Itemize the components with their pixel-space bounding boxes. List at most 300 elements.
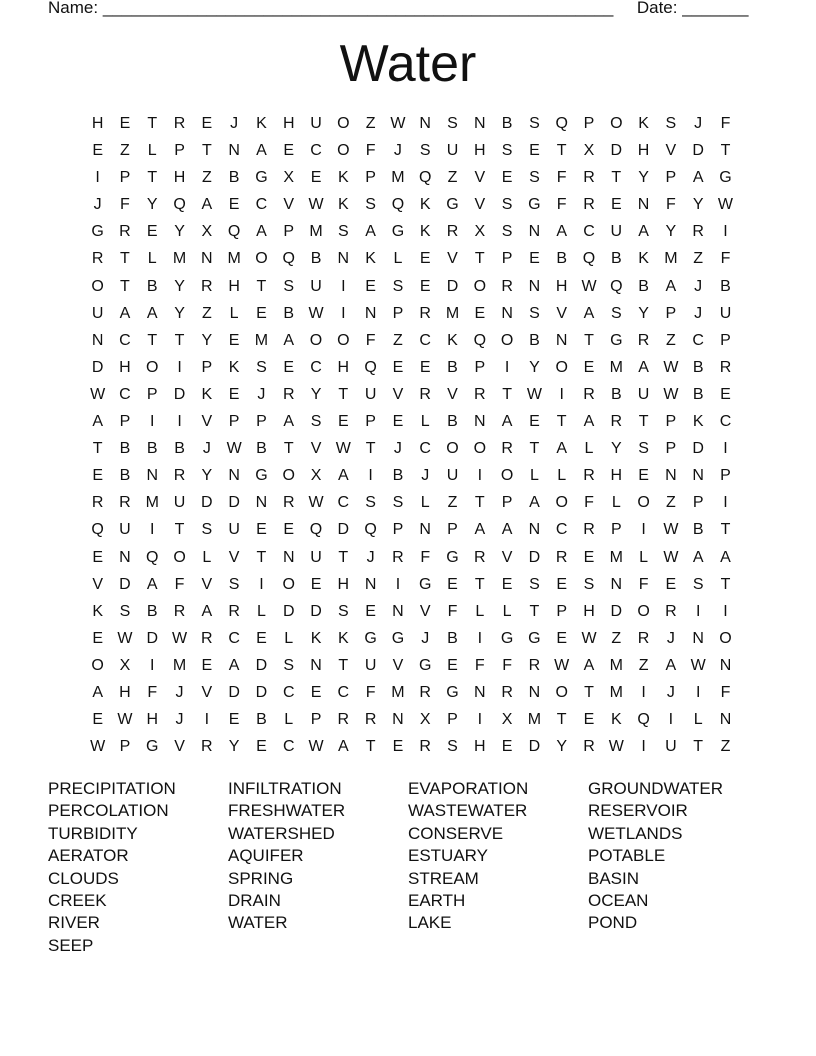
grid-letter[interactable]: Y (228, 738, 240, 756)
grid-letter[interactable]: S (419, 142, 431, 160)
grid-letter[interactable]: Q (473, 331, 487, 349)
grid-letter[interactable]: M (391, 169, 405, 187)
grid-letter[interactable]: I (177, 358, 182, 376)
grid-letter[interactable]: U (173, 494, 186, 512)
grid-letter[interactable]: A (638, 358, 649, 376)
grid-letter[interactable]: I (695, 602, 701, 620)
grid-letter[interactable]: V (228, 548, 240, 566)
grid-letter[interactable]: F (174, 575, 185, 593)
grid-letter[interactable]: R (583, 385, 595, 403)
grid-letter[interactable]: A (256, 142, 267, 160)
grid-letter[interactable]: A (720, 548, 731, 566)
grid-letter[interactable]: S (529, 115, 540, 132)
grid-letter[interactable]: T (365, 440, 376, 458)
grid-letter[interactable]: D (337, 521, 350, 539)
grid-letter[interactable]: Y (638, 304, 649, 322)
grid-letter[interactable]: P (256, 413, 267, 431)
grid-letter[interactable]: K (447, 331, 458, 349)
grid-letter[interactable]: E (310, 683, 322, 701)
grid-letter[interactable]: Z (611, 629, 622, 647)
grid-letter[interactable]: H (337, 575, 350, 593)
grid-letter[interactable]: V (665, 142, 677, 160)
grid-letter[interactable]: A (556, 440, 568, 458)
grid-letter[interactable]: Z (447, 494, 458, 512)
grid-letter[interactable]: R (419, 738, 431, 756)
grid-letter[interactable]: Q (418, 169, 432, 187)
grid-letter[interactable]: N (692, 629, 704, 647)
grid-letter[interactable]: Q (637, 711, 650, 729)
grid-letter[interactable]: L (502, 602, 512, 620)
grid-letter[interactable]: P (474, 358, 486, 376)
grid-letter[interactable]: N (719, 656, 732, 674)
grid-letter[interactable]: P (119, 413, 131, 431)
grid-letter[interactable]: E (201, 115, 213, 132)
grid-letter[interactable]: E (283, 142, 295, 160)
grid-letter[interactable]: B (283, 304, 295, 322)
grid-letter[interactable]: S (201, 521, 213, 539)
grid-letter[interactable]: N (501, 304, 513, 322)
grid-letter[interactable]: B (146, 277, 158, 295)
grid-letter[interactable]: J (694, 277, 703, 295)
grid-letter[interactable]: W (663, 385, 679, 403)
grid-letter[interactable]: T (556, 413, 567, 431)
grid-letter[interactable]: H (337, 358, 350, 376)
grid-letter[interactable]: P (501, 250, 513, 268)
grid-letter[interactable]: E (610, 196, 622, 214)
grid-letter[interactable]: T (474, 250, 485, 268)
grid-letter[interactable]: N (419, 115, 431, 132)
grid-letter[interactable]: U (310, 115, 322, 132)
grid-letter[interactable]: R (91, 494, 104, 512)
grid-letter[interactable]: F (584, 494, 594, 512)
grid-letter[interactable]: P (692, 494, 704, 512)
grid-letter[interactable]: A (583, 413, 595, 431)
grid-letter[interactable]: I (559, 385, 564, 403)
grid-letter[interactable]: O (337, 331, 350, 349)
grid-letter[interactable]: Y (174, 223, 185, 241)
grid-letter[interactable]: T (174, 331, 185, 349)
grid-letter[interactable]: S (310, 413, 322, 431)
grid-letter[interactable]: G (418, 656, 432, 674)
grid-letter[interactable]: E (256, 304, 267, 322)
grid-letter[interactable]: U (228, 521, 240, 539)
grid-letter[interactable]: Z (447, 169, 458, 187)
grid-letter[interactable]: K (256, 115, 267, 132)
grid-letter[interactable]: P (119, 169, 131, 187)
grid-letter[interactable]: T (529, 440, 540, 458)
grid-letter[interactable]: N (528, 223, 541, 241)
grid-letter[interactable]: V (310, 440, 322, 458)
grid-letter[interactable]: N (228, 467, 240, 485)
grid-letter[interactable]: C (419, 440, 431, 458)
grid-letter[interactable]: D (528, 738, 541, 756)
grid-letter[interactable]: T (502, 385, 512, 403)
grid-letter[interactable]: D (692, 142, 704, 160)
grid-letter[interactable]: O (637, 494, 650, 512)
grid-letter[interactable]: T (201, 142, 212, 160)
grid-letter[interactable]: Z (720, 738, 731, 756)
grid-letter[interactable]: B (310, 250, 322, 268)
grid-letter[interactable]: R (528, 656, 541, 674)
grid-letter[interactable]: G (446, 548, 459, 566)
grid-letter[interactable]: S (529, 575, 540, 593)
grid-letter[interactable]: T (147, 169, 158, 187)
grid-letter[interactable]: U (364, 385, 377, 403)
grid-letter[interactable]: R (665, 602, 677, 620)
grid-letter[interactable]: L (202, 548, 212, 566)
grid-letter[interactable]: R (692, 223, 704, 241)
grid-letter[interactable]: C (255, 196, 268, 214)
grid-letter[interactable]: P (146, 385, 158, 403)
grid-letter[interactable]: Q (364, 358, 377, 376)
grid-letter[interactable]: F (447, 602, 458, 620)
grid-letter[interactable]: R (501, 440, 513, 458)
grid-letter[interactable]: O (446, 440, 459, 458)
grid-letter[interactable]: S (337, 602, 349, 620)
grid-letter[interactable]: O (555, 683, 568, 701)
grid-letter[interactable]: O (473, 277, 487, 295)
word-search-grid[interactable] (84, 110, 739, 760)
grid-letter[interactable]: P (665, 440, 677, 458)
grid-letter[interactable]: H (583, 602, 595, 620)
grid-letter[interactable]: Q (91, 521, 104, 539)
grid-letter[interactable]: K (419, 223, 431, 241)
grid-letter[interactable]: B (119, 440, 131, 458)
grid-letter[interactable]: J (175, 683, 184, 701)
grid-letter[interactable]: R (173, 115, 186, 132)
grid-letter[interactable]: L (256, 602, 266, 620)
grid-letter[interactable]: E (501, 169, 513, 187)
grid-letter[interactable]: N (419, 521, 431, 539)
grid-letter[interactable]: V (474, 169, 486, 187)
grid-letter[interactable]: J (366, 548, 375, 566)
grid-letter[interactable]: W (581, 629, 597, 647)
grid-letter[interactable]: G (364, 629, 377, 647)
grid-letter[interactable]: A (201, 196, 213, 214)
grid-letter[interactable]: T (147, 115, 158, 132)
grid-letter[interactable]: Q (227, 223, 241, 241)
grid-letter[interactable]: Z (120, 142, 130, 160)
grid-letter[interactable]: E (228, 385, 240, 403)
grid-letter[interactable]: R (173, 602, 186, 620)
grid-letter[interactable]: D (310, 602, 322, 620)
grid-letter[interactable]: Y (610, 440, 622, 458)
grid-letter[interactable]: T (720, 521, 731, 539)
grid-letter[interactable]: Y (556, 738, 568, 756)
grid-letter[interactable]: L (284, 629, 294, 647)
grid-letter[interactable]: T (120, 277, 130, 295)
grid-letter[interactable]: S (501, 142, 513, 160)
grid-letter[interactable]: P (310, 711, 322, 729)
grid-letter[interactable]: S (283, 277, 295, 295)
grid-letter[interactable]: Q (555, 115, 568, 132)
grid-letter[interactable]: Q (282, 250, 295, 268)
grid-letter[interactable]: W (717, 196, 734, 214)
grid-letter[interactable]: E (720, 385, 731, 403)
grid-letter[interactable]: P (583, 115, 595, 132)
grid-letter[interactable]: Y (692, 196, 704, 214)
grid-letter[interactable]: I (341, 277, 346, 295)
grid-letter[interactable]: R (228, 602, 240, 620)
grid-letter[interactable]: X (310, 467, 322, 485)
grid-letter[interactable]: F (474, 656, 485, 674)
grid-letter[interactable]: B (146, 602, 158, 620)
grid-letter[interactable]: K (638, 115, 649, 132)
grid-letter[interactable]: A (583, 656, 595, 674)
grid-letter[interactable]: Y (529, 358, 540, 376)
grid-letter[interactable]: B (529, 331, 540, 349)
grid-letter[interactable]: E (529, 250, 540, 268)
grid-letter[interactable]: R (173, 467, 186, 485)
grid-letter[interactable]: P (447, 521, 458, 539)
grid-letter[interactable]: D (119, 575, 131, 593)
grid-letter[interactable]: C (310, 358, 322, 376)
grid-letter[interactable]: O (555, 494, 568, 512)
grid-letter[interactable]: D (528, 548, 541, 566)
grid-letter[interactable]: W (171, 629, 188, 647)
grid-letter[interactable]: O (637, 602, 650, 620)
grid-letter[interactable]: I (177, 413, 182, 431)
grid-letter[interactable]: Q (364, 521, 377, 539)
grid-letter[interactable]: H (119, 358, 131, 376)
grid-letter[interactable]: P (501, 494, 513, 512)
grid-letter[interactable]: N (337, 250, 350, 268)
grid-letter[interactable]: E (419, 358, 431, 376)
grid-letter[interactable]: L (229, 304, 239, 322)
grid-letter[interactable]: T (474, 575, 485, 593)
grid-letter[interactable]: C (583, 223, 595, 241)
grid-letter[interactable]: A (337, 738, 349, 756)
grid-letter[interactable]: E (556, 575, 568, 593)
grid-letter[interactable]: S (610, 304, 622, 322)
grid-letter[interactable]: N (392, 602, 404, 620)
grid-letter[interactable]: J (666, 629, 675, 647)
grid-letter[interactable]: V (392, 656, 404, 674)
grid-letter[interactable]: P (365, 413, 376, 431)
grid-letter[interactable]: E (447, 656, 458, 674)
grid-letter[interactable]: R (392, 548, 404, 566)
grid-letter[interactable]: F (556, 169, 567, 187)
grid-letter[interactable]: N (665, 467, 677, 485)
grid-letter[interactable]: I (641, 683, 646, 701)
grid-letter[interactable]: O (282, 467, 295, 485)
grid-letter[interactable]: T (556, 142, 567, 160)
grid-letter[interactable]: W (308, 738, 324, 756)
grid-letter[interactable]: L (475, 602, 485, 620)
grid-letter[interactable]: M (145, 494, 159, 512)
grid-letter[interactable]: V (201, 575, 213, 593)
grid-letter[interactable]: T (147, 331, 158, 349)
grid-letter[interactable]: B (720, 277, 731, 295)
grid-letter[interactable]: G (91, 223, 104, 241)
grid-letter[interactable]: J (393, 440, 402, 458)
grid-letter[interactable]: P (556, 602, 568, 620)
grid-letter[interactable]: R (555, 548, 568, 566)
grid-letter[interactable]: N (119, 548, 131, 566)
grid-letter[interactable]: H (474, 142, 486, 160)
grid-letter[interactable]: W (554, 656, 570, 674)
grid-letter[interactable]: V (201, 683, 213, 701)
grid-letter[interactable]: N (474, 115, 486, 132)
grid-letter[interactable]: W (663, 358, 679, 376)
grid-letter[interactable]: V (556, 304, 568, 322)
grid-letter[interactable]: E (283, 521, 295, 539)
grid-letter[interactable]: O (282, 575, 295, 593)
grid-letter[interactable]: E (256, 521, 267, 539)
grid-letter[interactable]: L (420, 413, 430, 431)
grid-letter[interactable]: Y (174, 304, 185, 322)
name-blank[interactable]: ______________________________________________________ (102, 0, 614, 17)
grid-letter[interactable]: X (501, 711, 513, 729)
grid-letter[interactable]: U (446, 467, 459, 485)
grid-letter[interactable]: W (690, 656, 706, 674)
grid-letter[interactable]: G (528, 629, 541, 647)
grid-letter[interactable]: A (474, 521, 486, 539)
grid-letter[interactable]: P (447, 711, 458, 729)
grid-letter[interactable]: E (556, 629, 568, 647)
grid-letter[interactable]: I (477, 629, 483, 647)
grid-letter[interactable]: J (202, 440, 211, 458)
grid-letter[interactable]: N (255, 494, 268, 512)
grid-letter[interactable]: B (146, 440, 158, 458)
grid-letter[interactable]: R (201, 277, 213, 295)
grid-letter[interactable]: M (527, 711, 542, 729)
grid-letter[interactable]: O (146, 358, 159, 376)
grid-letter[interactable]: R (446, 223, 459, 241)
grid-letter[interactable]: F (502, 656, 512, 674)
grid-letter[interactable]: E (583, 548, 595, 566)
grid-letter[interactable]: I (641, 738, 646, 756)
grid-letter[interactable]: Q (582, 250, 596, 268)
grid-letter[interactable]: F (665, 196, 676, 214)
grid-letter[interactable]: R (583, 521, 595, 539)
grid-letter[interactable]: M (445, 304, 460, 322)
grid-letter[interactable]: O (255, 250, 268, 268)
grid-letter[interactable]: A (501, 413, 513, 431)
grid-letter[interactable]: A (638, 223, 649, 241)
grid-letter[interactable]: W (526, 385, 542, 403)
grid-letter[interactable]: B (119, 467, 131, 485)
grid-letter[interactable]: M (609, 548, 623, 566)
grid-letter[interactable]: T (529, 602, 540, 620)
grid-letter[interactable]: B (501, 115, 513, 132)
grid-letter[interactable]: R (364, 711, 377, 729)
grid-letter[interactable]: W (117, 629, 133, 647)
grid-letter[interactable]: N (528, 683, 541, 701)
grid-letter[interactable]: P (392, 521, 404, 539)
grid-letter[interactable]: A (201, 602, 213, 620)
grid-letter[interactable]: U (719, 304, 732, 322)
grid-letter[interactable]: A (583, 304, 595, 322)
grid-letter[interactable]: N (310, 656, 322, 674)
grid-letter[interactable]: I (695, 683, 701, 701)
grid-letter[interactable]: S (365, 494, 376, 512)
grid-letter[interactable]: S (228, 575, 240, 593)
grid-letter[interactable]: X (474, 223, 486, 241)
grid-letter[interactable]: A (692, 548, 704, 566)
grid-letter[interactable]: E (228, 196, 240, 214)
grid-letter[interactable]: N (91, 331, 104, 349)
grid-letter[interactable]: V (447, 385, 458, 403)
grid-letter[interactable]: B (692, 521, 704, 539)
grid-letter[interactable]: Q (309, 521, 323, 539)
grid-letter[interactable]: V (92, 575, 103, 593)
grid-letter[interactable]: U (610, 223, 623, 241)
grid-letter[interactable]: A (283, 413, 295, 431)
grid-letter[interactable]: D (228, 494, 240, 512)
grid-letter[interactable]: S (638, 440, 649, 458)
grid-letter[interactable]: E (201, 656, 213, 674)
grid-letter[interactable]: E (310, 575, 322, 593)
grid-letter[interactable]: D (201, 494, 213, 512)
grid-letter[interactable]: E (392, 738, 404, 756)
grid-letter[interactable]: L (393, 250, 403, 268)
grid-letter[interactable]: D (610, 142, 623, 160)
grid-letter[interactable]: V (501, 548, 513, 566)
grid-letter[interactable]: E (419, 277, 431, 295)
grid-letter[interactable]: E (337, 413, 349, 431)
grid-letter[interactable]: N (692, 467, 704, 485)
grid-letter[interactable]: A (146, 304, 158, 322)
grid-letter[interactable]: Z (393, 331, 403, 349)
grid-letter[interactable]: U (637, 385, 650, 403)
grid-letter[interactable]: K (365, 250, 376, 268)
grid-letter[interactable]: E (638, 467, 649, 485)
grid-letter[interactable]: P (665, 304, 677, 322)
grid-letter[interactable]: G (255, 169, 268, 187)
grid-letter[interactable]: Q (146, 548, 159, 566)
grid-letter[interactable]: E (92, 629, 103, 647)
grid-letter[interactable]: H (119, 683, 131, 701)
grid-letter[interactable]: N (555, 331, 568, 349)
grid-letter[interactable]: T (720, 575, 731, 593)
grid-letter[interactable]: T (474, 494, 485, 512)
grid-letter[interactable]: I (150, 521, 155, 539)
grid-letter[interactable]: W (663, 521, 679, 539)
grid-letter[interactable]: C (228, 629, 240, 647)
grid-letter[interactable]: J (257, 385, 266, 403)
grid-letter[interactable]: P (392, 304, 404, 322)
grid-letter[interactable]: S (337, 223, 349, 241)
grid-letter[interactable]: W (608, 738, 624, 756)
grid-letter[interactable]: R (201, 629, 213, 647)
grid-letter[interactable]: B (256, 711, 267, 729)
grid-letter[interactable]: U (91, 304, 104, 322)
grid-letter[interactable]: C (282, 738, 295, 756)
grid-letter[interactable]: F (365, 683, 376, 701)
grid-letter[interactable]: R (119, 494, 131, 512)
grid-letter[interactable]: P (228, 413, 240, 431)
grid-letter[interactable]: E (583, 711, 595, 729)
grid-letter[interactable]: O (337, 115, 350, 132)
grid-letter[interactable]: R (419, 683, 431, 701)
grid-letter[interactable]: A (365, 223, 376, 241)
grid-letter[interactable]: R (583, 738, 595, 756)
grid-letter[interactable]: L (693, 711, 703, 729)
grid-letter[interactable]: F (720, 683, 731, 701)
grid-letter[interactable]: L (529, 467, 539, 485)
grid-letter[interactable]: E (119, 115, 131, 132)
grid-letter[interactable]: E (146, 223, 158, 241)
grid-letter[interactable]: M (664, 250, 678, 268)
grid-letter[interactable]: A (501, 521, 513, 539)
grid-letter[interactable]: Y (174, 277, 185, 295)
grid-letter[interactable]: T (338, 548, 349, 566)
grid-letter[interactable]: N (528, 521, 541, 539)
grid-letter[interactable]: R (719, 358, 732, 376)
grid-letter[interactable]: W (117, 711, 133, 729)
grid-letter[interactable]: E (529, 142, 540, 160)
